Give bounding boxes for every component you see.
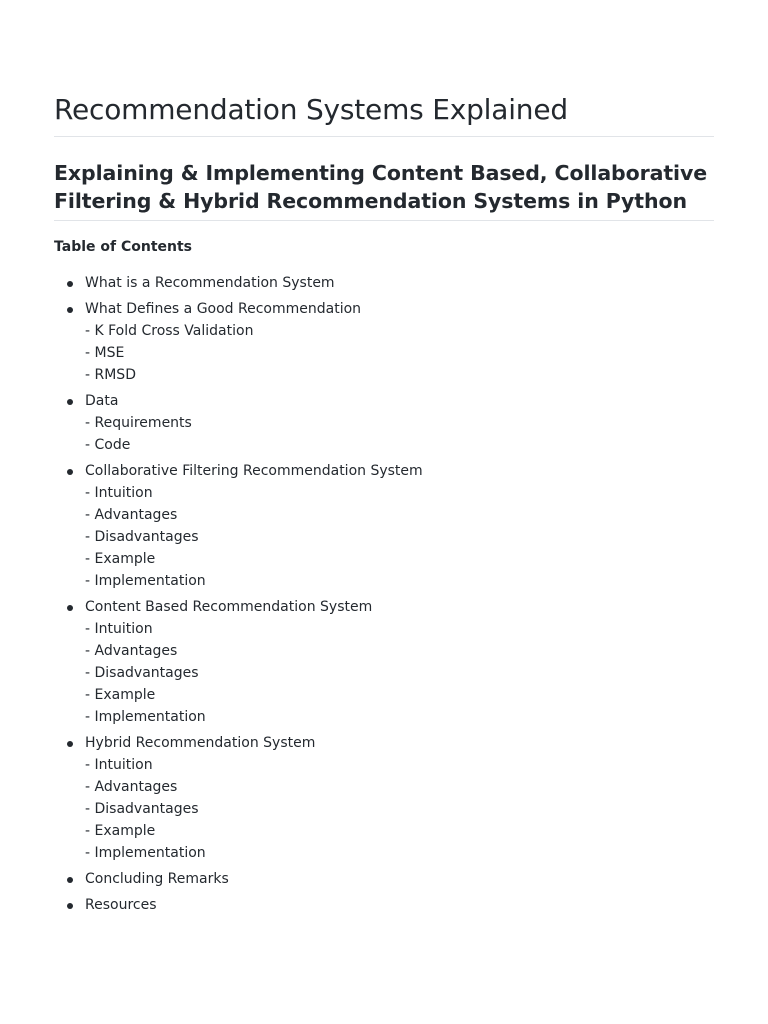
toc-subitem: - Advantages — [85, 507, 178, 523]
toc-subitem: - Intuition — [85, 485, 153, 501]
table-of-contents — [54, 257, 714, 916]
toc-item-label: What is a Recommendation System — [85, 275, 335, 291]
toc-item — [54, 272, 714, 294]
bullet-icon — [67, 469, 73, 475]
toc-item-label: What Defines a Good Recommendation — [85, 301, 362, 317]
bullet-icon — [67, 281, 73, 287]
toc-item-label: Collaborative Filtering Recommendation System — [85, 463, 423, 479]
toc-subitem: - Example — [85, 687, 156, 703]
toc-subitem: - Requirements — [85, 415, 192, 431]
toc-subitem: - Intuition — [85, 757, 153, 773]
toc-subitem: - Implementation — [85, 573, 206, 589]
toc-item — [54, 390, 714, 456]
toc-subitem: - Implementation — [85, 845, 206, 861]
bullet-icon — [67, 877, 73, 883]
bullet-icon — [67, 741, 73, 747]
toc-item — [54, 868, 714, 890]
toc-item — [54, 894, 714, 916]
toc-heading: Table of Contents — [54, 239, 193, 255]
page-title: Recommendation Systems Explained — [54, 93, 568, 126]
toc-item-label: Content Based Recommendation System — [85, 599, 373, 615]
toc-subitem: - Implementation — [85, 709, 206, 725]
toc-subitem: - RMSD — [85, 367, 136, 383]
toc-subitem: - K Fold Cross Validation — [85, 323, 254, 339]
toc-subitem: - Advantages — [85, 779, 178, 795]
toc-item-label: Hybrid Recommendation System — [85, 735, 316, 751]
toc-item — [54, 298, 714, 386]
toc-subitem: - Code — [85, 437, 131, 453]
bullet-icon — [67, 903, 73, 909]
toc-subitem: - Disadvantages — [85, 529, 199, 545]
toc-subitem: - Disadvantages — [85, 665, 199, 681]
toc-item-label: Data — [85, 393, 119, 409]
bullet-icon — [67, 605, 73, 611]
page-subtitle: Explaining & Implementing Content Based, Collaborative Filtering & Hybrid Recommendation Systems in Python — [54, 161, 708, 213]
bullet-icon — [67, 307, 73, 313]
toc-subitem: - Example — [85, 551, 156, 567]
toc-subitem: - Intuition — [85, 621, 153, 637]
article — [54, 0, 714, 920]
toc-item — [54, 460, 714, 592]
toc-subitem: - Disadvantages — [85, 801, 199, 817]
toc-item — [54, 596, 714, 728]
toc-subitem: - Example — [85, 823, 156, 839]
toc-item — [54, 732, 714, 864]
bullet-icon — [67, 399, 73, 405]
toc-subitem: - Advantages — [85, 643, 178, 659]
toc-item-label: Concluding Remarks — [85, 871, 229, 887]
toc-subitem: - MSE — [85, 345, 125, 361]
toc-item-label: Resources — [85, 897, 157, 913]
